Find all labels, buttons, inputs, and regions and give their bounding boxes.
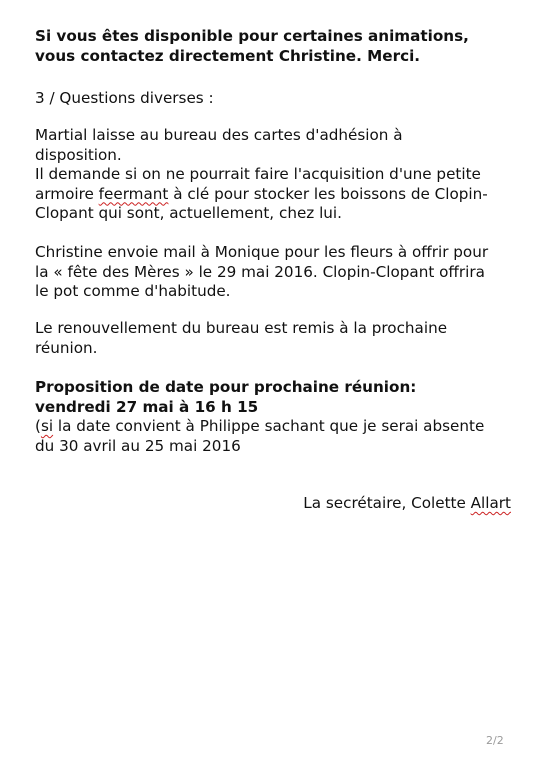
renouvellement-line-1: Le renouvellement du bureau est remis à la prochaine [35, 319, 448, 337]
intro-line-1: Si vous êtes disponible pour certaines animations, [35, 27, 469, 45]
page-number: 2/2 [486, 734, 504, 747]
section-heading [35, 89, 535, 109]
proposition-line-2: vendredi 27 mai à 16 h 15 [35, 397, 259, 416]
misspelled-word-si: si [40, 417, 54, 435]
renouvellement-line-2: réunion. [35, 338, 98, 357]
signature-prefix: La secrétaire, Colette [303, 494, 471, 512]
intro-paragraph [35, 27, 535, 66]
proposition-line-3-rest: la date convient à Philippe sachant que je serai absente [53, 417, 485, 435]
misspelled-word-feermant: feermant [98, 184, 169, 203]
christine-line-2: la « fête des Mères » le 29 mai 2016. Clopin-Clopant offrira [35, 262, 485, 281]
martial-line-3: Il demande si on ne pourrait faire l'acquisition d'une petite [35, 165, 481, 183]
proposition-line-4: du 30 avril au 25 mai 2016 [35, 436, 241, 455]
martial-line-4-before: armoire [35, 184, 99, 203]
martial-line-1: Martial laisse au bureau des cartes d'adhésion à [35, 126, 403, 144]
paragraph-proposition [35, 378, 535, 456]
paragraph-renouvellement [35, 319, 535, 358]
proposition-line-3 [35, 417, 535, 437]
proposition-line-1: Proposition de date pour prochaine réunion: [35, 378, 417, 396]
paragraph-christine [35, 243, 535, 302]
section-heading-text: 3 / Questions diverses : [35, 89, 214, 107]
signature-name: Allart [470, 494, 511, 512]
christine-line-3: le pot comme d'habitude. [35, 282, 231, 300]
christine-line-1: Christine envoie mail à Monique pour les fleurs à offrir pour [35, 243, 489, 261]
martial-line-2: disposition. [35, 145, 122, 164]
intro-line-2: vous contactez directement Christine. Merci. [35, 46, 421, 65]
martial-line-4-after: à clé pour stocker les boissons de Clopin- [168, 184, 488, 203]
signature [303, 494, 511, 514]
paragraph-martial [35, 126, 535, 224]
proposition-line-3-prefix: ( [35, 417, 41, 435]
martial-line-5: Clopant qui sont, actuellement, chez lui. [35, 204, 342, 222]
martial-line-4 [35, 185, 535, 205]
